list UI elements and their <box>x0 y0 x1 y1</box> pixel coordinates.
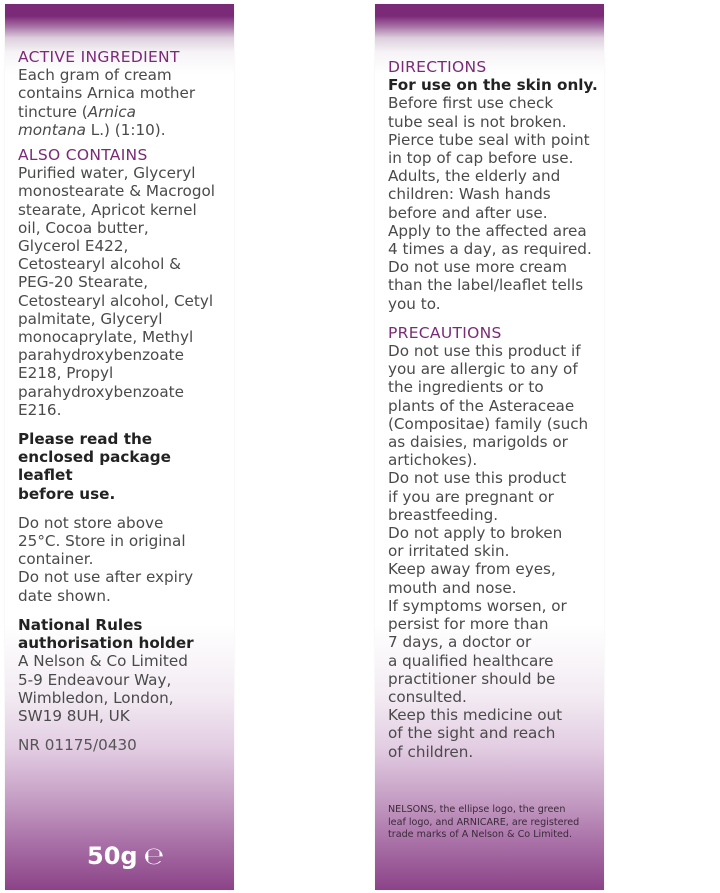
right-carton-panel <box>375 4 604 890</box>
also-contains-heading: ALSO CONTAINS <box>18 146 148 165</box>
left-panel-content <box>18 48 228 754</box>
active-ingredient-heading: ACTIVE INGREDIENT <box>18 48 180 66</box>
precautions-text: Do not use this product if you are allergic to any of the ingredients or to plants of the Asteraceae (Compositae) family (such as daisies, marigolds or artichokes). Do not use this product if you are pregnant or breastfeeding. Do not apply to broken or irritated skin. Keep away from eyes, mouth and nose. If symptoms worsen, or persist for more than 7 days, a doctor or a qualified healthcare practitioner should be consulted. Keep this medicine out of the sight and reach of children. <box>388 342 589 761</box>
left-carton-panel <box>5 4 234 890</box>
active-ingredient-text <box>18 66 228 139</box>
authorisation-holder-heading: National Rules authorisation holder <box>18 615 194 653</box>
active-ingredient-species: montana <box>18 120 86 139</box>
directions-text: Before first use check tube seal is not broken. Pierce tube seal with point in top of cap before use. Adults, the elderly and children: Wash hands before and after use. Apply to the affected area 4 times a day, as required. Do not use more cream than the label/leaflet tells you to. <box>388 94 592 313</box>
net-weight-value: 50g <box>87 842 138 870</box>
active-ingredient-genus: Arnica <box>87 102 136 121</box>
right-panel-content <box>388 58 604 761</box>
estimated-sign-icon: ℮ <box>143 842 165 870</box>
active-ingredient-pre: Each gram of cream contains Arnica mother tincture ( <box>18 66 196 121</box>
active-ingredient-post: L.) (1:10). <box>85 120 166 139</box>
trademark-notice: NELSONS, the ellipse logo, the green leaf logo, and ARNICARE, are registered trade marks of A Nelson & Co Limited. <box>388 804 580 840</box>
directions-lead: For use on the skin only. <box>388 76 598 95</box>
storage-instructions: Do not store above 25°C. Store in original container. Do not use after expiry date shown. <box>18 513 194 605</box>
also-contains-text: Purified water, Glyceryl monostearate & Macrogol stearate, Apricot kernel oil, Cocoa butter, Glycerol E422, Cetostearyl alcohol & PEG-20 Stearate, Cetostearyl alcohol, Cetyl palmitate, Glyceryl monocaprylate, Methyl parahydroxybenzoate E218, Propyl parahydroxybenzoate E216. <box>18 164 215 419</box>
precautions-heading: PRECAUTIONS <box>388 323 502 342</box>
net-weight <box>87 842 164 870</box>
directions-heading: DIRECTIONS <box>388 58 487 76</box>
leaflet-note: Please read the enclosed package leaflet before use. <box>18 430 171 503</box>
authorisation-holder-address: A Nelson & Co Limited 5-9 Endeavour Way, Wimbledon, London, SW19 8UH, UK <box>18 652 188 725</box>
nr-number: NR 01175/0430 <box>18 736 137 755</box>
